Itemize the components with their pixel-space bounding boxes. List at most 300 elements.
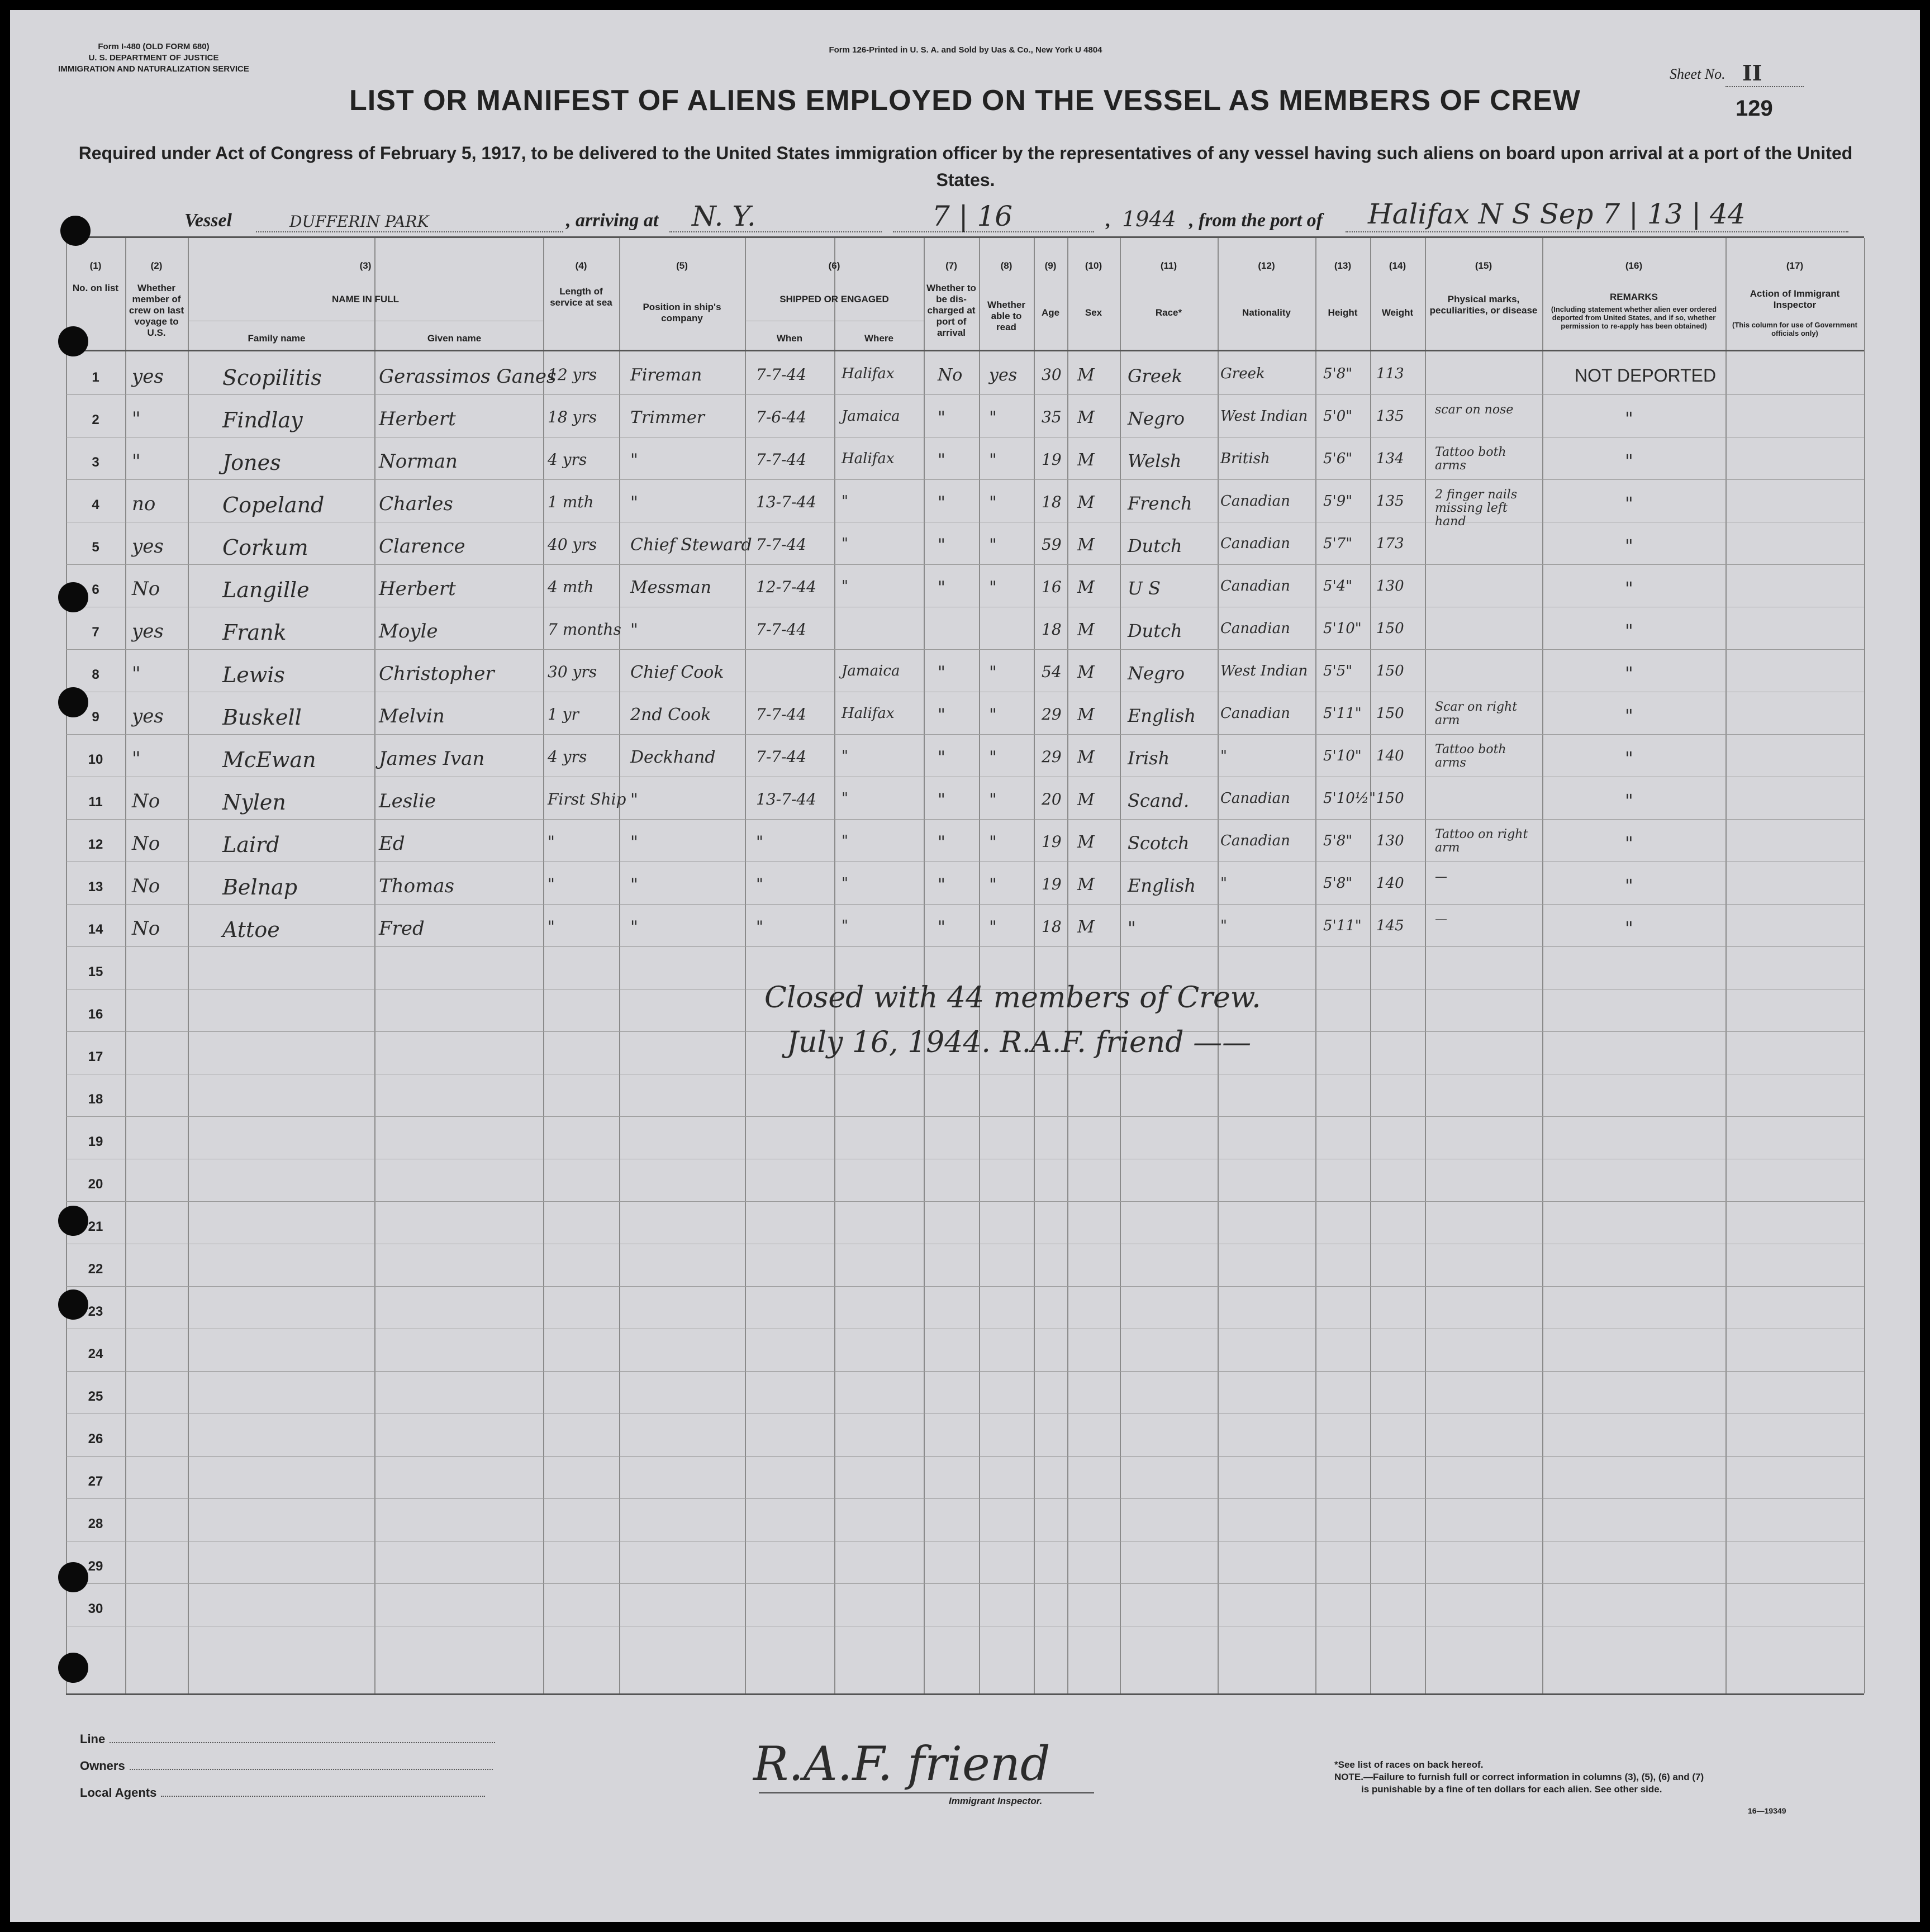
col-label-discharged: Whether to be dis-charged at port of arrival bbox=[926, 283, 976, 338]
row-divider bbox=[66, 819, 1864, 820]
cell-weight: 150 bbox=[1376, 790, 1404, 807]
cell-position: 2nd Cook bbox=[630, 705, 711, 725]
row-number: 28 bbox=[88, 1516, 103, 1531]
cell-prev: " bbox=[132, 408, 141, 430]
cell-sex: M bbox=[1077, 365, 1095, 385]
cell-position: " bbox=[630, 790, 638, 810]
row-number: 12 bbox=[88, 837, 103, 852]
closing-note-line-1: Closed with 44 members of Crew. bbox=[764, 981, 1261, 1015]
cell-sex: M bbox=[1077, 663, 1095, 682]
cell-sex: M bbox=[1077, 578, 1095, 597]
col-label-name: NAME IN FULL bbox=[332, 294, 399, 304]
col-line bbox=[1425, 238, 1426, 1693]
col-num-5: (5) bbox=[676, 260, 688, 271]
cell-weight: 130 bbox=[1376, 832, 1404, 849]
cell-race: English bbox=[1128, 875, 1196, 896]
cell-when: 7-6-44 bbox=[756, 408, 807, 426]
cell-weight: 150 bbox=[1376, 705, 1404, 722]
cell-sex: M bbox=[1077, 493, 1095, 512]
col-num-4: (4) bbox=[575, 260, 587, 271]
arriving-port: N. Y. bbox=[692, 200, 756, 232]
cell-race: Welsh bbox=[1128, 450, 1182, 472]
manifest-sheet bbox=[10, 10, 1920, 1922]
col-num-9: (9) bbox=[1044, 260, 1057, 271]
header-divider bbox=[66, 350, 1864, 351]
cell-sex: M bbox=[1077, 450, 1095, 470]
col-num-6: (6) bbox=[828, 260, 840, 271]
cell-when: " bbox=[756, 875, 763, 893]
col-line bbox=[834, 238, 835, 1693]
cell-nationality: Canadian bbox=[1220, 790, 1290, 807]
row-number: 18 bbox=[88, 1092, 103, 1107]
cell-family: Belnap bbox=[222, 875, 298, 900]
row-number: 9 bbox=[92, 710, 99, 725]
vessel-label: Vessel bbox=[184, 210, 232, 231]
col-line bbox=[66, 238, 67, 1693]
cell-position: Chief Steward bbox=[630, 535, 752, 555]
cell-family: Corkum bbox=[222, 535, 308, 560]
cell-age: 30 bbox=[1042, 365, 1062, 384]
row-divider bbox=[66, 734, 1864, 735]
cell-remarks: " bbox=[1625, 408, 1633, 429]
cell-sex: M bbox=[1077, 875, 1095, 894]
punch-hole bbox=[58, 1653, 88, 1683]
cell-race: Dutch bbox=[1128, 535, 1182, 556]
cell-service: 4 yrs bbox=[548, 450, 587, 469]
cell-remarks: " bbox=[1625, 620, 1633, 641]
cell-discharged: No bbox=[938, 365, 963, 385]
col-num-13: (13) bbox=[1334, 260, 1352, 271]
cell-position: Fireman bbox=[630, 365, 702, 385]
cell-position: " bbox=[630, 875, 638, 894]
cell-discharged: " bbox=[938, 450, 945, 470]
cell-when: 7-7-44 bbox=[756, 620, 807, 639]
cell-height: 5'10½" bbox=[1323, 790, 1376, 807]
cell-position: Messman bbox=[630, 578, 711, 597]
cell-height: 5'4" bbox=[1323, 578, 1353, 594]
col-note-remarks: (Including statement whether alien ever ordered deported from United States, and if so, whether permission to re-apply has been obtained) bbox=[1551, 305, 1717, 330]
row-number: 3 bbox=[92, 455, 99, 470]
cell-age: 35 bbox=[1042, 408, 1062, 426]
col-label-nationality: Nationality bbox=[1242, 307, 1291, 318]
cell-weight: 135 bbox=[1376, 408, 1404, 425]
cell-prev: No bbox=[132, 917, 160, 940]
row-number: 11 bbox=[88, 794, 103, 810]
cell-remarks: " bbox=[1625, 450, 1633, 472]
col-label-shipped: SHIPPED OR ENGAGED bbox=[779, 294, 889, 304]
row-number: 15 bbox=[88, 964, 103, 979]
row-divider bbox=[66, 479, 1864, 480]
row-number: 24 bbox=[88, 1346, 103, 1362]
cell-remarks: " bbox=[1625, 790, 1633, 811]
col-line bbox=[125, 238, 126, 1693]
cell-nationality: " bbox=[1220, 875, 1227, 892]
row-divider bbox=[66, 394, 1864, 395]
row-divider bbox=[66, 904, 1864, 905]
cell-prev: yes bbox=[132, 620, 164, 643]
col-line bbox=[1542, 238, 1543, 1693]
cell-nationality: Canadian bbox=[1220, 620, 1290, 637]
row-divider bbox=[66, 1116, 1864, 1117]
form-id-line-3: IMMIGRATION AND NATURALIZATION SERVICE bbox=[58, 64, 249, 74]
col-label-where: Where bbox=[864, 333, 893, 344]
cell-position: Trimmer bbox=[630, 408, 705, 427]
footer-agents-blank bbox=[161, 1796, 485, 1797]
cell-remarks: " bbox=[1625, 535, 1633, 556]
cell-sex: M bbox=[1077, 408, 1095, 427]
cell-given: Herbert bbox=[379, 408, 456, 430]
punch-hole bbox=[58, 1562, 88, 1592]
col-num-15: (15) bbox=[1475, 260, 1492, 271]
cell-sex: M bbox=[1077, 620, 1095, 640]
row-divider bbox=[66, 1286, 1864, 1287]
cell-prev: No bbox=[132, 790, 160, 812]
cell-read: " bbox=[989, 578, 997, 597]
punch-hole bbox=[58, 1206, 88, 1236]
cell-height: 5'7" bbox=[1323, 535, 1353, 552]
cell-age: 59 bbox=[1042, 535, 1062, 554]
cell-sex: M bbox=[1077, 832, 1095, 852]
inspector-signature: R.A.F. friend bbox=[753, 1736, 1050, 1791]
cell-given: Clarence bbox=[379, 535, 465, 558]
cell-family: Copeland bbox=[222, 493, 325, 517]
row-divider bbox=[66, 649, 1864, 650]
cell-marks: Scar on right arm bbox=[1435, 700, 1518, 727]
vessel-name-line bbox=[256, 231, 563, 232]
cell-age: 54 bbox=[1042, 663, 1062, 681]
row-divider bbox=[66, 1371, 1864, 1372]
cell-prev: No bbox=[132, 578, 160, 600]
cell-given: Christopher bbox=[379, 663, 495, 685]
col-label-family-name: Family name bbox=[248, 333, 306, 344]
cell-age: 20 bbox=[1042, 790, 1062, 808]
cell-weight: 140 bbox=[1376, 875, 1404, 892]
punch-hole bbox=[58, 1289, 88, 1320]
punch-hole bbox=[58, 582, 88, 612]
col-num-11: (11) bbox=[1160, 260, 1177, 271]
footer-line-text: Line bbox=[80, 1732, 106, 1746]
col-num-10: (10) bbox=[1085, 260, 1102, 271]
cell-given: Moyle bbox=[379, 620, 438, 643]
col-line bbox=[374, 238, 375, 1693]
cell-where: " bbox=[842, 875, 848, 892]
cell-position: " bbox=[630, 832, 638, 852]
cell-race: Scand. bbox=[1128, 790, 1190, 811]
col-line bbox=[745, 238, 746, 1693]
col-label-weight: Weight bbox=[1381, 307, 1414, 318]
cell-when: 13-7-44 bbox=[756, 493, 816, 511]
cell-remarks: " bbox=[1625, 493, 1633, 514]
cell-family: Langille bbox=[222, 578, 310, 602]
col-line bbox=[1370, 238, 1371, 1693]
col-num-16: (16) bbox=[1625, 260, 1643, 271]
form-id-line-1: Form I-480 (OLD FORM 680) bbox=[98, 42, 210, 51]
cell-race: Negro bbox=[1128, 663, 1185, 684]
closing-note-line-2: July 16, 1944. R.A.F. friend —— bbox=[787, 1026, 1252, 1059]
cell-position: " bbox=[630, 450, 638, 470]
cell-where: Jamaica bbox=[842, 663, 900, 679]
cell-family: McEwan bbox=[222, 748, 316, 772]
inspector-label: Immigrant Inspector. bbox=[949, 1796, 1043, 1806]
cell-discharged: " bbox=[938, 535, 945, 555]
cell-remarks: " bbox=[1625, 917, 1633, 939]
cell-given: Fred bbox=[379, 917, 425, 940]
cell-read: " bbox=[989, 875, 997, 894]
col-line bbox=[1725, 238, 1727, 1693]
row-divider bbox=[66, 1498, 1864, 1499]
cell-nationality: Greek bbox=[1220, 365, 1265, 382]
cell-height: 5'9" bbox=[1323, 493, 1353, 510]
cell-service: 12 yrs bbox=[548, 365, 597, 384]
row-number: 22 bbox=[88, 1262, 103, 1277]
cell-marks: scar on nose bbox=[1435, 403, 1514, 417]
cell-height: 5'8" bbox=[1323, 832, 1353, 849]
col-label-marks: Physical marks, peculiarities, or disease bbox=[1429, 294, 1538, 316]
cell-family: Jones bbox=[222, 450, 281, 475]
arrival-year: 1944 bbox=[1122, 207, 1176, 231]
footnote-fine: is punishable by a fine of ten dollars for each alien. See other side. bbox=[1361, 1784, 1662, 1795]
cell-sex: M bbox=[1077, 748, 1095, 767]
punch-hole bbox=[58, 687, 88, 717]
row-number: 19 bbox=[88, 1134, 103, 1149]
cell-where: " bbox=[842, 790, 848, 807]
cell-service: 7 months bbox=[548, 620, 621, 639]
footer-line-blank bbox=[110, 1742, 495, 1743]
cell-marks: Tattoo on right arm bbox=[1435, 827, 1528, 855]
row-number: 1 bbox=[92, 370, 99, 385]
from-port: Halifax N S Sep 7 | 13 | 44 bbox=[1368, 198, 1746, 230]
cell-discharged: " bbox=[938, 875, 945, 894]
col-label-service: Length of service at sea bbox=[550, 286, 612, 308]
cell-height: 5'8" bbox=[1323, 875, 1353, 892]
cell-when: 7-7-44 bbox=[756, 705, 807, 724]
cell-when: 13-7-44 bbox=[756, 790, 816, 808]
cell-sex: M bbox=[1077, 705, 1095, 725]
cell-family: Attoe bbox=[222, 917, 280, 942]
cell-remarks: " bbox=[1625, 578, 1633, 599]
cell-prev: No bbox=[132, 875, 160, 897]
cell-service: 40 yrs bbox=[548, 535, 597, 554]
cell-read: " bbox=[989, 917, 997, 937]
cell-discharged: " bbox=[938, 832, 945, 852]
cell-weight: 113 bbox=[1376, 365, 1404, 382]
col-label-read: Whether able to read bbox=[987, 299, 1025, 332]
cell-discharged: " bbox=[938, 493, 945, 512]
cell-when: 12-7-44 bbox=[756, 578, 816, 596]
cell-age: 19 bbox=[1042, 450, 1062, 469]
cell-age: 16 bbox=[1042, 578, 1062, 596]
col-line bbox=[1218, 238, 1219, 1693]
row-divider bbox=[66, 1456, 1864, 1457]
row-number: 27 bbox=[88, 1474, 103, 1489]
cell-discharged: " bbox=[938, 408, 945, 427]
cell-nationality: Canadian bbox=[1220, 832, 1290, 849]
cell-remarks: " bbox=[1625, 748, 1633, 769]
cell-when: 7-7-44 bbox=[756, 535, 807, 554]
col-label-inspector: Action of Immigrant Inspector bbox=[1750, 288, 1840, 310]
cell-prev: No bbox=[132, 832, 160, 855]
cell-position: " bbox=[630, 917, 638, 937]
row-number: 8 bbox=[92, 667, 99, 682]
cell-service: First Ship bbox=[548, 790, 626, 808]
cell-race: Dutch bbox=[1128, 620, 1182, 641]
cell-race: English bbox=[1128, 705, 1196, 726]
row-number: 16 bbox=[88, 1007, 103, 1022]
cell-weight: 135 bbox=[1376, 493, 1404, 510]
cell-given: Herbert bbox=[379, 578, 456, 600]
footer-agents-label bbox=[80, 1786, 485, 1800]
cell-service: " bbox=[548, 875, 555, 893]
row-divider bbox=[66, 946, 1864, 947]
signature-line bbox=[759, 1792, 1094, 1793]
sheet-label: Sheet No. bbox=[1670, 66, 1725, 82]
cell-when: 7-7-44 bbox=[756, 450, 807, 469]
col-num-17: (17) bbox=[1786, 260, 1804, 271]
footer-owners-label bbox=[80, 1759, 493, 1773]
form-code: 16—19349 bbox=[1748, 1806, 1786, 1815]
vessel-name: DUFFERIN PARK bbox=[289, 212, 429, 231]
col-line bbox=[1067, 238, 1068, 1693]
cell-discharged: " bbox=[938, 663, 945, 682]
cell-service: 1 yr bbox=[548, 705, 579, 724]
cell-read: yes bbox=[989, 365, 1018, 385]
footer-line-label bbox=[80, 1732, 495, 1747]
row-number: 4 bbox=[92, 497, 99, 512]
cell-discharged: " bbox=[938, 578, 945, 597]
cell-height: 5'11" bbox=[1323, 705, 1362, 722]
cell-given: Leslie bbox=[379, 790, 436, 812]
footnote-penalty: NOTE.—Failure to furnish full or correct information in columns (3), (5), (6) and (7) bbox=[1334, 1772, 1704, 1782]
cell-age: 18 bbox=[1042, 493, 1062, 511]
cell-remarks: " bbox=[1625, 875, 1633, 896]
footer-agents-text: Local Agents bbox=[80, 1786, 157, 1800]
cell-age: 29 bbox=[1042, 705, 1062, 724]
cell-where: " bbox=[842, 748, 848, 764]
cell-given: Ed bbox=[379, 832, 405, 855]
cell-read: " bbox=[989, 663, 997, 682]
col-label-remarks: REMARKS bbox=[1610, 292, 1658, 302]
cell-given: James Ivan bbox=[379, 748, 485, 770]
crew-table bbox=[66, 236, 1864, 1695]
cell-where: " bbox=[842, 832, 848, 849]
cell-where: Halifax bbox=[842, 450, 895, 467]
cell-service: 4 mth bbox=[548, 578, 594, 596]
col-num-14: (14) bbox=[1389, 260, 1406, 271]
cell-sex: M bbox=[1077, 790, 1095, 810]
cell-race: Irish bbox=[1128, 748, 1170, 769]
cell-read: " bbox=[989, 535, 997, 555]
row-number: 5 bbox=[92, 540, 99, 555]
row-number: 20 bbox=[88, 1177, 103, 1192]
cell-discharged: " bbox=[938, 790, 945, 810]
col-line bbox=[188, 238, 189, 1693]
row-number: 2 bbox=[92, 412, 99, 427]
cell-where: " bbox=[842, 493, 848, 510]
cell-where: Jamaica bbox=[842, 408, 900, 425]
col-num-12: (12) bbox=[1258, 260, 1275, 271]
row-number: 13 bbox=[88, 879, 103, 894]
cell-race: Greek bbox=[1128, 365, 1183, 387]
cell-when: 7-7-44 bbox=[756, 365, 807, 384]
cell-age: 18 bbox=[1042, 620, 1062, 639]
cell-age: 29 bbox=[1042, 748, 1062, 766]
row-number: 30 bbox=[88, 1601, 103, 1616]
cell-height: 5'0" bbox=[1323, 408, 1353, 425]
col-num-8: (8) bbox=[1000, 260, 1012, 271]
cell-age: 18 bbox=[1042, 917, 1062, 936]
cell-position: " bbox=[630, 493, 638, 512]
col-label-age: Age bbox=[1041, 307, 1060, 318]
cell-service: " bbox=[548, 832, 555, 851]
col-line bbox=[543, 238, 544, 1693]
row-number: 17 bbox=[88, 1049, 103, 1064]
cell-prev: " bbox=[132, 748, 141, 770]
cell-family: Laird bbox=[222, 832, 280, 857]
cell-read: " bbox=[989, 705, 997, 725]
cell-service: 30 yrs bbox=[548, 663, 597, 681]
cell-read: " bbox=[989, 408, 997, 427]
col-num-7: (7) bbox=[945, 260, 957, 271]
cell-position: Chief Cook bbox=[630, 663, 724, 682]
cell-nationality: West Indian bbox=[1220, 408, 1308, 425]
row-divider bbox=[66, 564, 1864, 565]
cell-prev: yes bbox=[132, 365, 164, 388]
cell-nationality: Canadian bbox=[1220, 535, 1290, 552]
cell-prev: " bbox=[132, 663, 141, 685]
cell-nationality: " bbox=[1220, 917, 1227, 934]
form-id-block bbox=[45, 41, 263, 75]
col-label-sex: Sex bbox=[1085, 307, 1102, 318]
col-line bbox=[1034, 238, 1035, 1693]
cell-height: 5'10" bbox=[1323, 748, 1362, 764]
col-label-race: Race* bbox=[1155, 307, 1182, 318]
cell-service: 4 yrs bbox=[548, 748, 587, 766]
cell-service: 18 yrs bbox=[548, 408, 597, 426]
arrival-date: 7 | 16 bbox=[932, 200, 1013, 232]
col-line bbox=[1120, 238, 1121, 1693]
row-number: 14 bbox=[88, 922, 103, 937]
cell-height: 5'6" bbox=[1323, 450, 1353, 467]
cell-nationality: Canadian bbox=[1220, 705, 1290, 722]
cell-read: " bbox=[989, 832, 997, 852]
row-number: 6 bbox=[92, 582, 99, 597]
cell-height: 5'11" bbox=[1323, 917, 1362, 934]
footnote-races: *See list of races on back hereof. bbox=[1334, 1759, 1484, 1770]
printer-line: Form 126-Printed in U. S. A. and Sold by Uas & Co., New York U 4804 bbox=[829, 45, 1102, 55]
row-number: 7 bbox=[92, 625, 99, 640]
row-number: 23 bbox=[88, 1304, 103, 1319]
cell-family: Lewis bbox=[222, 663, 285, 687]
punch-hole bbox=[60, 216, 91, 246]
cell-race: " bbox=[1128, 917, 1136, 939]
cell-when: " bbox=[756, 917, 763, 936]
col-line bbox=[619, 238, 620, 1693]
cell-race: Scotch bbox=[1128, 832, 1190, 854]
cell-prev: " bbox=[132, 450, 141, 473]
cell-weight: 134 bbox=[1376, 450, 1404, 467]
cell-where: " bbox=[842, 535, 848, 552]
form-id-line-2: U. S. DEPARTMENT OF JUSTICE bbox=[88, 53, 219, 63]
sheet-number: II bbox=[1742, 60, 1762, 85]
page-number: 129 bbox=[1736, 96, 1773, 121]
cell-where: Halifax bbox=[842, 705, 895, 722]
cell-when: 7-7-44 bbox=[756, 748, 807, 766]
cell-position: " bbox=[630, 620, 638, 640]
cell-marks: — bbox=[1435, 870, 1447, 884]
cell-sex: M bbox=[1077, 917, 1095, 937]
page-subtitle: Required under Act of Congress of February 5, 1917, to be delivered to the United States immigration officer by the representatives of any vessel having such aliens on board upon arrival at a port of the United States. bbox=[78, 143, 1853, 190]
cell-nationality: British bbox=[1220, 450, 1270, 467]
